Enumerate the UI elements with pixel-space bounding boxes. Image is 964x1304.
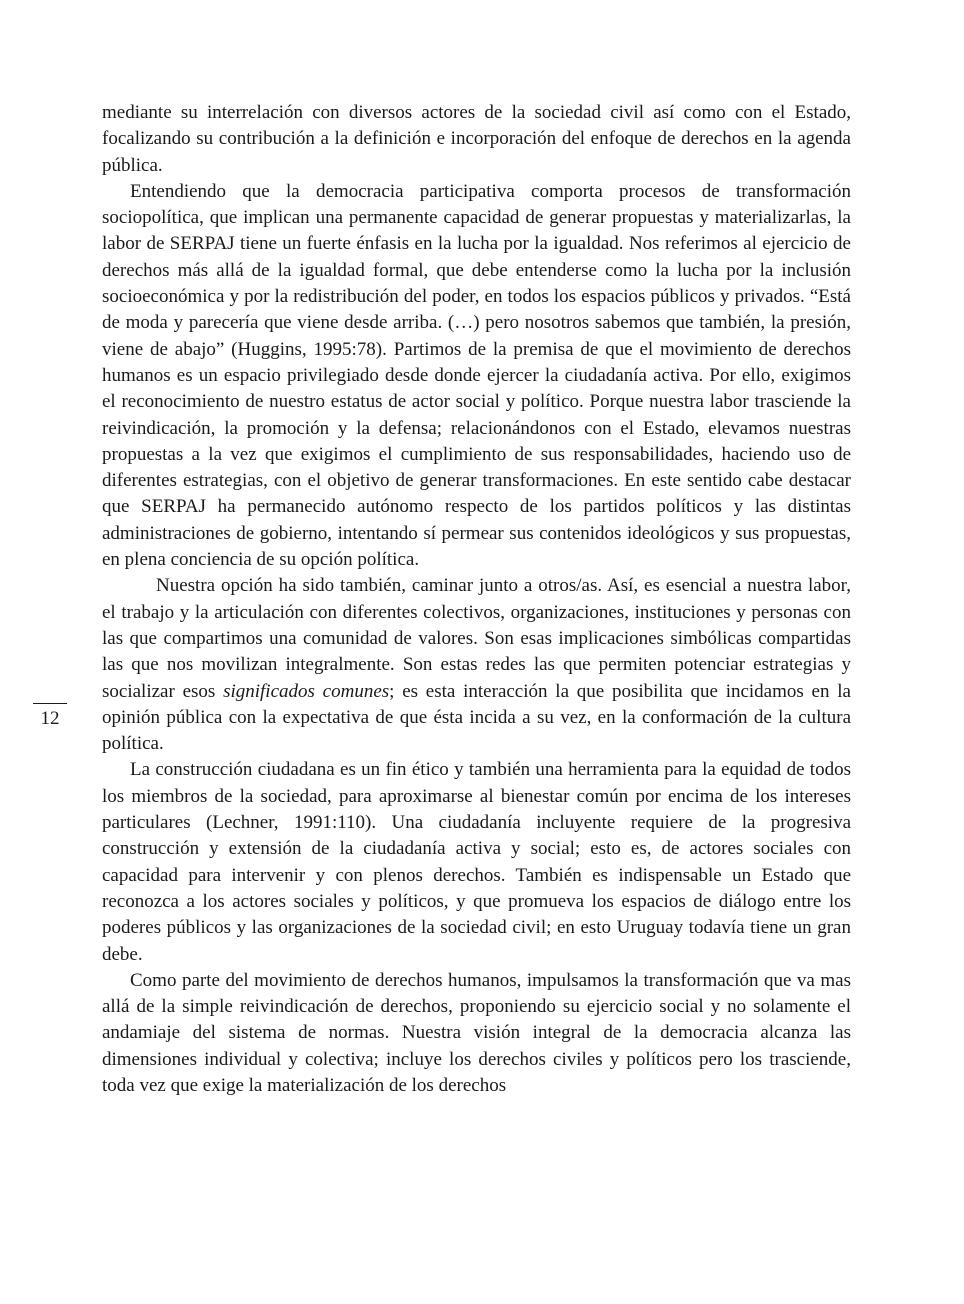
paragraph-democracia-participativa: Entendiendo que la democracia participativa comporta procesos de transformación sociopolítica, que implican una permanente capacidad de generar propuestas y materializarlas, la labor de SERPAJ tiene un fuerte énfasis en la lucha por la igualdad. Nos referimos al ejercicio de derechos más allá de la igualdad formal, que debe entenderse como la lucha por la inclusión socioeconómica y por la redistribución del poder, en todos los espacios públicos y privados. “Está de moda y parecería que viene desde arriba. (…) pero nosotros sabemos que también, la presión, viene de abajo” (Huggins, 1995:78). Partimos de la premisa de que el movimiento de derechos humanos es un espacio privilegiado desde donde ejercer la ciudadanía activa. Por ello, exigimos el reconocimiento de nuestro estatus de actor social y político. Porque nuestra labor trasciende la reivindicación, la promoción y la defensa; relacionándonos con el Estado, elevamos nuestras propuestas a la vez que exigimos el cumplimiento de sus responsabilidades, haciendo uso de diferentes estrategias, con el objetivo de generar transformaciones. En este sentido cabe destacar que SERPAJ ha permanecido autónomo respecto de los partidos políticos y las distintas administraciones de gobierno, intentando sí permear sus contenidos ideológicos y sus propuestas, en plena conciencia de su opción política. xyxy=(102,180,851,571)
italic-term: significados comunes xyxy=(223,680,390,702)
paragraph-movimiento-derechos: Como parte del movimiento de derechos humanos, impulsamos la transformación que va mas allá de la simple reivindicación de derechos, proponiendo su ejercicio social y no solamente el andamiaje del sistema de normas. Nuestra visión integral de la democracia alcanza las dimensiones individual y colectiva; incluye los derechos civiles y políticos pero los trasciende, toda vez que exige la materialización de los derechos xyxy=(102,969,851,1096)
paragraph-nuestra-opcion-end: ; es esta interacción la que posibilita que incidamos en la opinión pública con la expectativa de que ésta incida a su vez, en la conformación de la cultura política. xyxy=(102,680,851,755)
paragraph-nuestra-opcion-start: Nuestra opción ha sido también, caminar junto a otros/as. Así, es esencial a nuestra labor, el trabajo y la articulación con diferentes colectivos, organizaciones, instituciones y personas con las que compartimos una comunidad de valores. Son esas implicaciones simbólicas compartidas las que nos movilizan integralmente. Son estas redes las que permiten potenciar estrategias y socializar esos xyxy=(102,575,851,702)
page-number-rule xyxy=(33,703,67,704)
body-text xyxy=(102,100,851,1099)
page-number: 12 xyxy=(40,708,60,729)
paragraph-nuestra-opcion xyxy=(102,573,851,757)
paragraph-continuation: mediante su interrelación con diversos actores de la sociedad civil así como con el Estado, focalizando su contribución a la definición e incorporación del enfoque de derechos en la agenda pública. xyxy=(102,102,851,176)
paragraph-construccion-ciudadana: La construcción ciudadana es un fin ético y también una herramienta para la equidad de todos los miembros de la sociedad, para aproximarse al bienestar común por encima de los intereses particulares (Lechner, 1991:110). Una ciudadanía incluyente requiere de la progresiva construcción y extensión de la ciudadanía activa y social; esto es, de actores sociales con capacidad para intervenir y con plenos derechos. También es indispensable un Estado que reconozca a los actores sociales y políticos, y que promueva los espacios de diálogo entre los poderes públicos y las organizaciones de la sociedad civil; en esto Uruguay todavía tiene un gran debe. xyxy=(102,759,851,965)
